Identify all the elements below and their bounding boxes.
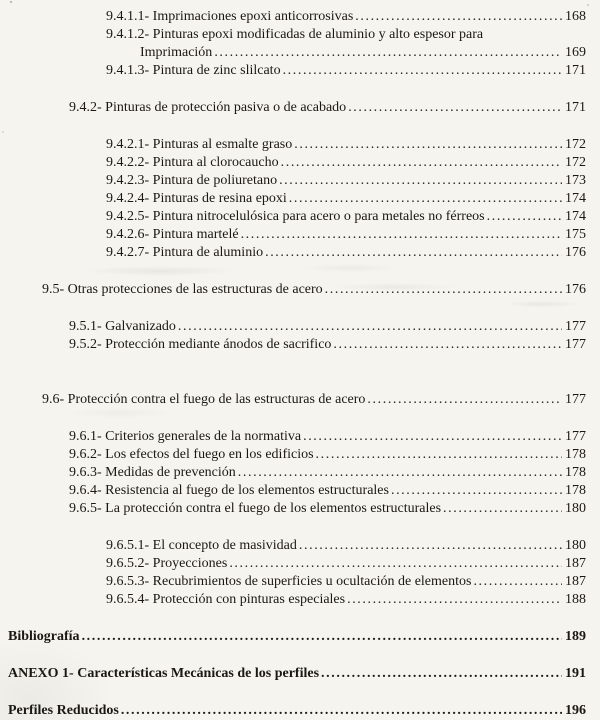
dot-leader — [238, 464, 562, 482]
toc-entry-line — [69, 446, 586, 464]
toc-entry-page-number: 176 — [565, 282, 586, 297]
toc-entry-label: 9.4.2.2- Pintura al clorocaucho — [106, 155, 279, 170]
toc-entry-page-number: 191 — [565, 666, 586, 681]
toc-entry-line — [69, 336, 586, 354]
toc-entry-line — [106, 136, 586, 154]
toc-entry-label: 9.6.5.2- Proyecciones — [106, 556, 228, 571]
toc-entry — [106, 555, 586, 573]
dot-leader — [325, 281, 562, 299]
toc-entry-line — [106, 244, 586, 262]
toc-entry-label: Bibliografía — [8, 629, 80, 644]
toc-entry — [8, 702, 586, 720]
toc-entry-line — [69, 500, 586, 518]
toc-entry-line — [106, 8, 586, 26]
dot-leader — [487, 208, 562, 226]
toc-entry — [8, 665, 586, 683]
dot-leader — [279, 172, 562, 190]
toc-entry-page-number: 169 — [565, 45, 586, 60]
toc-entry — [106, 26, 586, 62]
toc-entry — [69, 482, 586, 500]
toc-entry-page-number: 171 — [565, 63, 586, 78]
toc-entry — [42, 281, 586, 299]
toc-entry-page-number: 180 — [565, 501, 586, 516]
toc-entry-label: 9.4.1.3- Pintura de zinc slilcato — [106, 63, 281, 78]
toc-entry-line — [106, 537, 586, 555]
toc-entry — [69, 464, 586, 482]
toc-entry-label: Perfiles Reducidos — [8, 703, 119, 718]
toc-entry — [69, 428, 586, 446]
toc-entry — [106, 591, 586, 609]
toc-entry — [8, 628, 586, 646]
toc-entry-page-number: 172 — [565, 137, 586, 152]
dot-leader — [289, 190, 562, 208]
toc-entry-page-number: 173 — [565, 173, 586, 188]
toc-entry-page-number: 176 — [565, 245, 586, 260]
toc-entry-label: 9.6.3- Medidas de prevención — [69, 465, 236, 480]
toc-list — [0, 8, 586, 720]
toc-entry-page-number: 177 — [565, 392, 586, 407]
toc-entry — [106, 172, 586, 190]
toc-entry-label: 9.6.4- Resistencia al fuego de los elementos estructurales — [69, 483, 389, 498]
toc-entry-label: 9.4.2.3- Pintura de poliuretano — [106, 173, 278, 188]
toc-entry-line — [8, 665, 586, 683]
toc-entry-label: 9.6- Protección contra el fuego de las estructuras de acero — [42, 392, 366, 407]
toc-entry-page-number: 174 — [565, 209, 586, 224]
toc-entry-page-number: 178 — [565, 465, 586, 480]
toc-entry-page-number: 187 — [565, 556, 586, 571]
toc-entry — [69, 446, 586, 464]
toc-entry-continuation-line — [106, 44, 586, 62]
toc-entry-page-number: 187 — [565, 574, 586, 589]
dot-leader — [303, 428, 562, 446]
toc-entry-continuation-label: Imprimación — [140, 45, 213, 60]
toc-entry — [106, 226, 586, 244]
toc-entry-page-number: 175 — [565, 227, 586, 242]
toc-entry-page-number: 178 — [565, 483, 586, 498]
toc-entry-page-number: 177 — [565, 319, 586, 334]
dot-leader — [348, 99, 562, 117]
toc-entry — [106, 208, 586, 226]
toc-entry-page-number: 188 — [565, 592, 586, 607]
toc-entry-label: 9.4.1.2- Pinturas epoxi modificadas de aluminio y alto espesor para — [106, 27, 484, 42]
dot-leader — [265, 244, 562, 262]
toc-entry — [106, 190, 586, 208]
toc-entry-page-number: 171 — [565, 100, 586, 115]
toc-entry-label: 9.6.2- Los efectos del fuego en los edificios — [69, 447, 314, 462]
dot-leader — [229, 555, 562, 573]
toc-entry-line — [106, 555, 586, 573]
toc-entry-line — [106, 154, 586, 172]
toc-entry — [106, 62, 586, 80]
toc-entry-label: 9.4.2.6- Pintura martelé — [106, 227, 239, 242]
toc-entry-label: 9.4.2.1- Pinturas al esmalte graso — [106, 137, 293, 152]
dot-leader — [241, 226, 562, 244]
toc-entry-line — [42, 281, 586, 299]
toc-entry — [106, 136, 586, 154]
toc-entry-label: 9.4.2.5- Pintura nitrocelulósica para acero o para metales no férreos — [106, 209, 485, 224]
toc-entry-line — [106, 62, 586, 80]
toc-entry — [69, 99, 586, 117]
dot-leader — [281, 154, 562, 172]
toc-entry-page-number: 177 — [565, 337, 586, 352]
toc-entry-label: 9.4.1.1- Imprimaciones epoxi anticorrosivas — [106, 9, 354, 24]
toc-entry-label: 9.5.1- Galvanizado — [69, 319, 176, 334]
toc-entry-label: 9.6.5.3- Recubrimientos de superficies u ocultación de elementos — [106, 574, 472, 589]
dot-leader — [355, 8, 562, 26]
toc-entry-line — [106, 573, 586, 591]
dot-leader — [299, 537, 562, 555]
toc-entry-line — [106, 190, 586, 208]
dot-leader — [391, 482, 562, 500]
toc-entry-line — [8, 702, 586, 720]
dot-leader — [294, 136, 562, 154]
dot-leader — [321, 665, 562, 683]
toc-entry-line — [106, 591, 586, 609]
toc-entry-label: 9.6.5.1- El concepto de masividad — [106, 538, 297, 553]
toc-entry — [69, 500, 586, 518]
toc-entry — [69, 336, 586, 354]
toc-entry-label: 9.6.1- Criterios generales de la normativa — [69, 429, 302, 444]
toc-entry-line — [69, 428, 586, 446]
dot-leader — [214, 44, 562, 62]
toc-entry-page-number: 172 — [565, 155, 586, 170]
toc-entry-line — [106, 172, 586, 190]
toc-entry-page-number: 180 — [565, 538, 586, 553]
dot-leader — [82, 628, 562, 646]
toc-entry-page-number: 189 — [565, 629, 586, 644]
toc-entry-label: 9.6.5- La protección contra el fuego de los elementos estructurales — [69, 501, 442, 516]
toc-entry-line — [8, 628, 586, 646]
toc-entry-page-number: 174 — [565, 191, 586, 206]
dot-leader — [316, 446, 562, 464]
toc-entry-label: 9.4.2- Pinturas de protección pasiva o de acabado — [69, 100, 347, 115]
toc-entry — [106, 537, 586, 555]
toc-entry-line — [69, 464, 586, 482]
dot-leader — [443, 500, 562, 518]
toc-entry-label: ANEXO 1- Características Mecánicas de los perfiles — [8, 666, 320, 681]
toc-entry — [106, 573, 586, 591]
toc-entry — [106, 154, 586, 172]
toc-entry-label: 9.4.2.4- Pinturas de resina epoxi — [106, 191, 287, 206]
toc-entry-page-number: 177 — [565, 429, 586, 444]
toc-entry-line — [69, 99, 586, 117]
toc-entry — [42, 391, 586, 409]
toc-entry-line — [106, 226, 586, 244]
dot-leader — [121, 702, 562, 720]
toc-entry-label: 9.5- Otras protecciones de las estructuras de acero — [42, 282, 323, 297]
toc-entry — [106, 244, 586, 262]
dot-leader — [473, 573, 562, 591]
toc-entry-line — [42, 391, 586, 409]
toc-entry-line — [69, 318, 586, 336]
dot-leader — [283, 62, 562, 80]
toc-entry-label: 9.5.2- Protección mediante ánodos de sacrifico — [69, 337, 332, 352]
dot-leader — [178, 318, 562, 336]
toc-entry-label: 9.4.2.7- Pintura de aluminio — [106, 245, 264, 260]
toc-entry — [69, 318, 586, 336]
toc-entry-page-number: 196 — [565, 703, 586, 718]
toc-entry-page-number: 168 — [565, 9, 586, 24]
dot-leader — [333, 336, 562, 354]
toc-entry-line — [69, 482, 586, 500]
toc-entry — [106, 8, 586, 26]
toc-entry-line — [106, 208, 586, 226]
toc-entry-page-number: 178 — [565, 447, 586, 462]
dot-leader — [367, 391, 562, 409]
toc-entry-label: 9.6.5.4- Protección con pinturas especiales — [106, 592, 346, 607]
toc-entry-line — [106, 26, 586, 44]
dot-leader — [347, 591, 562, 609]
